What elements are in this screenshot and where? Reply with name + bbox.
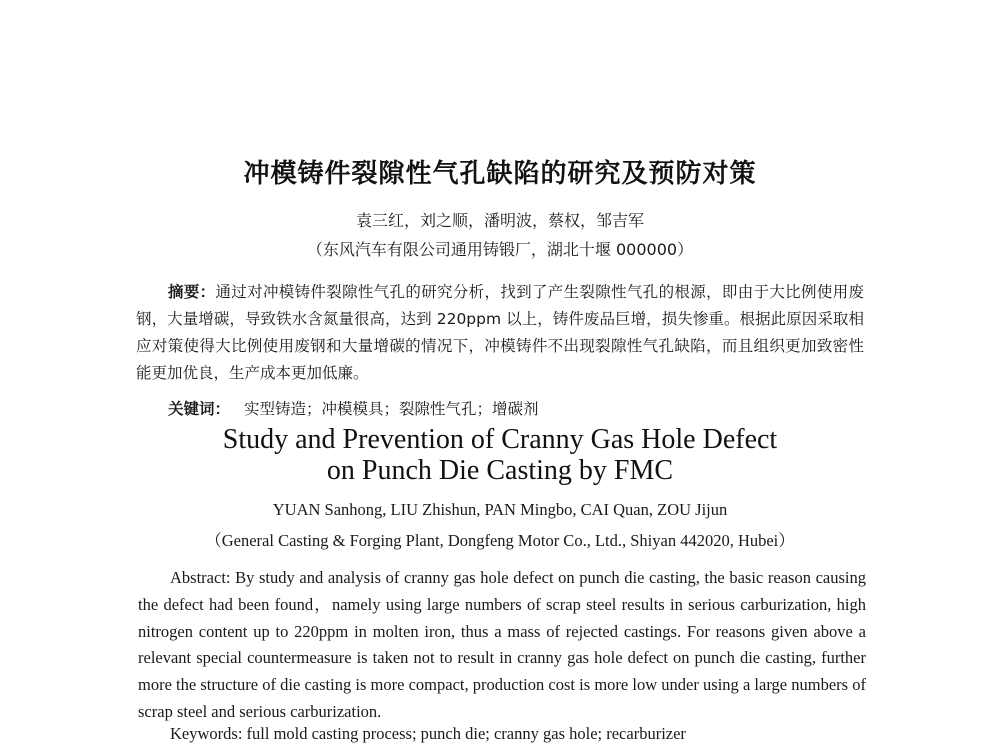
chinese-keywords-label: 关键词： [168,400,231,418]
chinese-affiliation: （东风汽车有限公司通用铸锻厂，湖北十堰 000000） [306,240,694,259]
english-keywords: Keywords: full mold casting process; punch die; cranny gas hole; recarburizer [170,724,686,743]
english-abstract: Abstract: By study and analysis of cranny gas hole defect on punch die casting, the basic reason causing the defect had been found，namely using large numbers of scrap steel results in serious carburization, high nitrogen content up to 220ppm in molten iron, thus a mass of rejected castings. For reasons given above a relevant special countermeasure is taken not to result in cranny gas hole defect on punch die casting, further more the structure of die casting is more compact, production cost is more low under using a large numbers of scrap steel and serious carburization. [138,568,866,721]
chinese-abstract-text: 通过对冲模铸件裂隙性气孔的研究分析，找到了产生裂隙性气孔的根源，即由于大比例使用废钢，大量增碳，导致铁水含氮量很高，达到 220ppm 以上，铸件废品巨增，损失惨重。根据此原因采取相应对策使得大比例使用废钢和大量增碳的情况下，冲模铸件不出现裂隙性气孔缺陷，而且组织更加致密性能更加优良，生产成本更加低廉。 [136,283,864,382]
chinese-authors: 袁三红，刘之顺，潘明波，蔡权，邹吉军 [355,211,644,230]
english-title-line-2: on Punch Die Casting by FMC [326,455,674,486]
chinese-keywords [168,397,868,419]
english-title-line-1: Study and Prevention of Cranny Gas Hole Defect [222,424,778,455]
chinese-abstract-label: 摘要： [168,283,216,301]
chinese-title: 冲模铸件裂隙性气孔缺陷的研究及预防对策 [243,159,757,189]
english-affiliation: （General Casting & Forging Plant, Dongfeng Motor Co., Ltd., Shiyan 442020, Hubei） [205,531,795,550]
english-authors: YUAN Sanhong, LIU Zhishun, PAN Mingbo, CAI Quan, ZOU Jijun [272,500,728,519]
chinese-abstract [136,279,864,387]
english-title [0,424,1000,486]
chinese-keywords-text: 实型铸造；冲模模具；裂隙性气孔；增碳剂 [244,400,539,418]
